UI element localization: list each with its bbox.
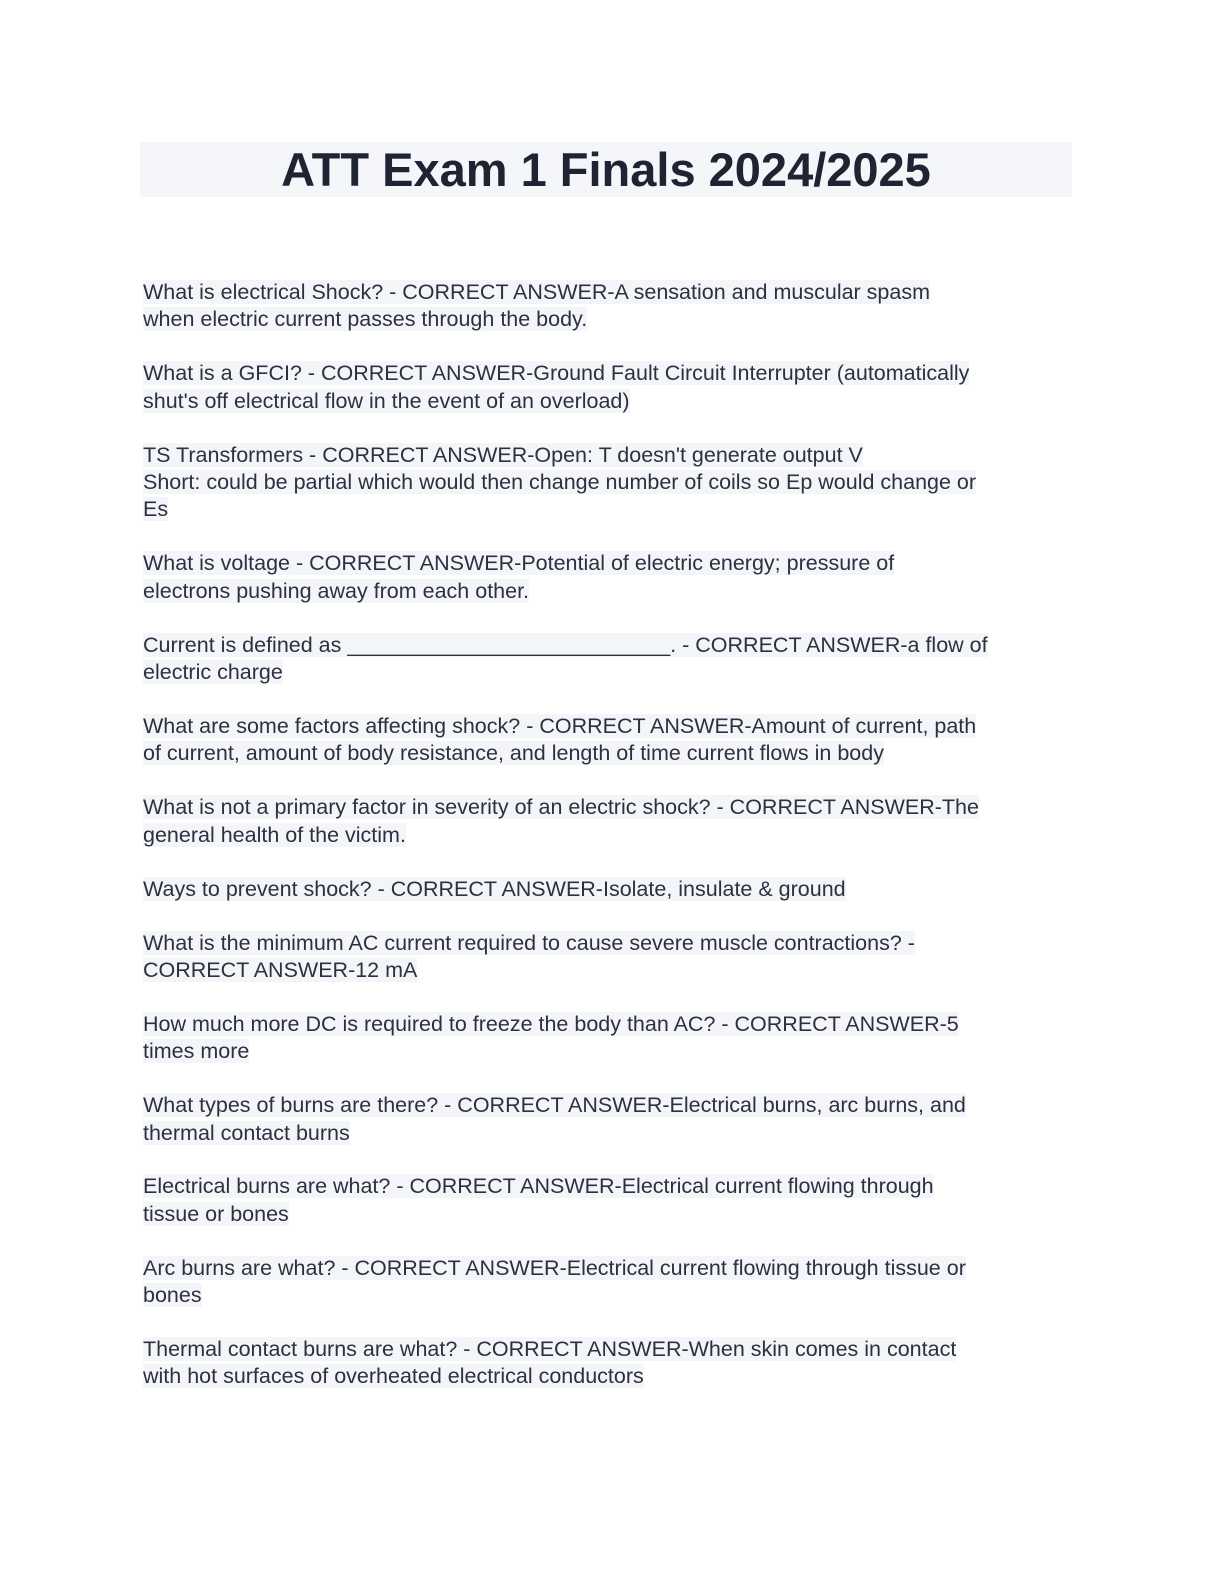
qa-line bbox=[143, 550, 1078, 577]
qa-item bbox=[143, 1092, 1078, 1147]
qa-item bbox=[143, 1011, 1078, 1066]
qa-line bbox=[143, 632, 1078, 659]
qa-line-text: Short: could be partial which would then change number of coils so Ep would change or bbox=[143, 470, 977, 495]
qa-line-text: What are some factors affecting shock? - CORRECT ANSWER-Amount of current, path bbox=[143, 713, 977, 738]
qa-line-text: Arc burns are what? - CORRECT ANSWER-Electrical current flowing through tissue or bbox=[143, 1255, 966, 1280]
document-title: ATT Exam 1 Finals 2024/2025 bbox=[281, 143, 931, 196]
qa-line bbox=[143, 279, 1078, 306]
qa-line bbox=[143, 360, 1078, 387]
title-band bbox=[140, 142, 1072, 197]
qa-line-text: when electric current passes through the body. bbox=[143, 307, 588, 332]
qa-item bbox=[143, 360, 1078, 415]
qa-line bbox=[143, 713, 1078, 740]
qa-list bbox=[143, 279, 1078, 1417]
qa-line bbox=[143, 1173, 1078, 1200]
qa-line bbox=[143, 442, 1078, 469]
qa-line-text: CORRECT ANSWER-12 mA bbox=[143, 957, 418, 982]
qa-item bbox=[143, 632, 1078, 687]
qa-line-text: Es bbox=[143, 497, 169, 522]
qa-line-text: with hot surfaces of overheated electrical conductors bbox=[143, 1364, 644, 1389]
qa-line-text: thermal contact burns bbox=[143, 1120, 350, 1145]
qa-line bbox=[143, 930, 1078, 957]
qa-line bbox=[143, 1038, 1078, 1065]
qa-line bbox=[143, 1282, 1078, 1309]
qa-line bbox=[143, 496, 1078, 523]
qa-line-text: of current, amount of body resistance, and length of time current flows in body bbox=[143, 741, 884, 766]
qa-item bbox=[143, 550, 1078, 605]
qa-line bbox=[143, 1255, 1078, 1282]
qa-line-text: Current is defined as ___________________________. - CORRECT ANSWER-a flow of bbox=[143, 632, 988, 657]
qa-item bbox=[143, 442, 1078, 524]
qa-line-text: Thermal contact burns are what? - CORRECT ANSWER-When skin comes in contact bbox=[143, 1337, 957, 1362]
qa-line bbox=[143, 659, 1078, 686]
qa-line bbox=[143, 1120, 1078, 1147]
qa-item bbox=[143, 1336, 1078, 1391]
qa-item bbox=[143, 1173, 1078, 1228]
qa-line bbox=[143, 306, 1078, 333]
qa-line-text: times more bbox=[143, 1039, 250, 1064]
qa-line bbox=[143, 1011, 1078, 1038]
qa-line-text: Ways to prevent shock? - CORRECT ANSWER-Isolate, insulate & ground bbox=[143, 876, 846, 901]
qa-line-text: tissue or bones bbox=[143, 1201, 289, 1226]
qa-line bbox=[143, 469, 1078, 496]
qa-line-text: What types of burns are there? - CORRECT ANSWER-Electrical burns, arc burns, and bbox=[143, 1093, 966, 1118]
qa-line-text: What is not a primary factor in severity of an electric shock? - CORRECT ANSWER-The bbox=[143, 795, 979, 820]
qa-line bbox=[143, 957, 1078, 984]
qa-line-text: electric charge bbox=[143, 660, 283, 685]
qa-line bbox=[143, 578, 1078, 605]
qa-line-text: What is voltage - CORRECT ANSWER-Potential of electric energy; pressure of bbox=[143, 551, 895, 576]
qa-line-text: What is electrical Shock? - CORRECT ANSWER-A sensation and muscular spasm bbox=[143, 280, 931, 304]
qa-line bbox=[143, 822, 1078, 849]
qa-line-text: electrons pushing away from each other. bbox=[143, 578, 530, 603]
qa-line bbox=[143, 794, 1078, 821]
qa-line-text: general health of the victim. bbox=[143, 822, 406, 847]
qa-item bbox=[143, 279, 1078, 334]
qa-line-text: What is the minimum AC current required to cause severe muscle contractions? - bbox=[143, 930, 915, 955]
qa-line-text: TS Transformers - CORRECT ANSWER-Open: T doesn't generate output V bbox=[143, 442, 863, 467]
qa-item bbox=[143, 876, 1078, 903]
qa-line bbox=[143, 1092, 1078, 1119]
qa-line bbox=[143, 876, 1078, 903]
qa-line bbox=[143, 1363, 1078, 1390]
qa-line-text: shut's off electrical flow in the event of an overload) bbox=[143, 388, 630, 413]
qa-line bbox=[143, 740, 1078, 767]
qa-line-text: What is a GFCI? - CORRECT ANSWER-Ground Fault Circuit Interrupter (automatically bbox=[143, 361, 970, 386]
qa-item bbox=[143, 713, 1078, 768]
qa-item bbox=[143, 930, 1078, 985]
qa-line-text: bones bbox=[143, 1283, 202, 1308]
qa-item bbox=[143, 794, 1078, 849]
qa-line-text: How much more DC is required to freeze the body than AC? - CORRECT ANSWER-5 bbox=[143, 1011, 959, 1036]
qa-line-text: Electrical burns are what? - CORRECT ANSWER-Electrical current flowing through bbox=[143, 1174, 934, 1199]
qa-line bbox=[143, 388, 1078, 415]
qa-line bbox=[143, 1201, 1078, 1228]
qa-item bbox=[143, 1255, 1078, 1310]
qa-line bbox=[143, 1336, 1078, 1363]
